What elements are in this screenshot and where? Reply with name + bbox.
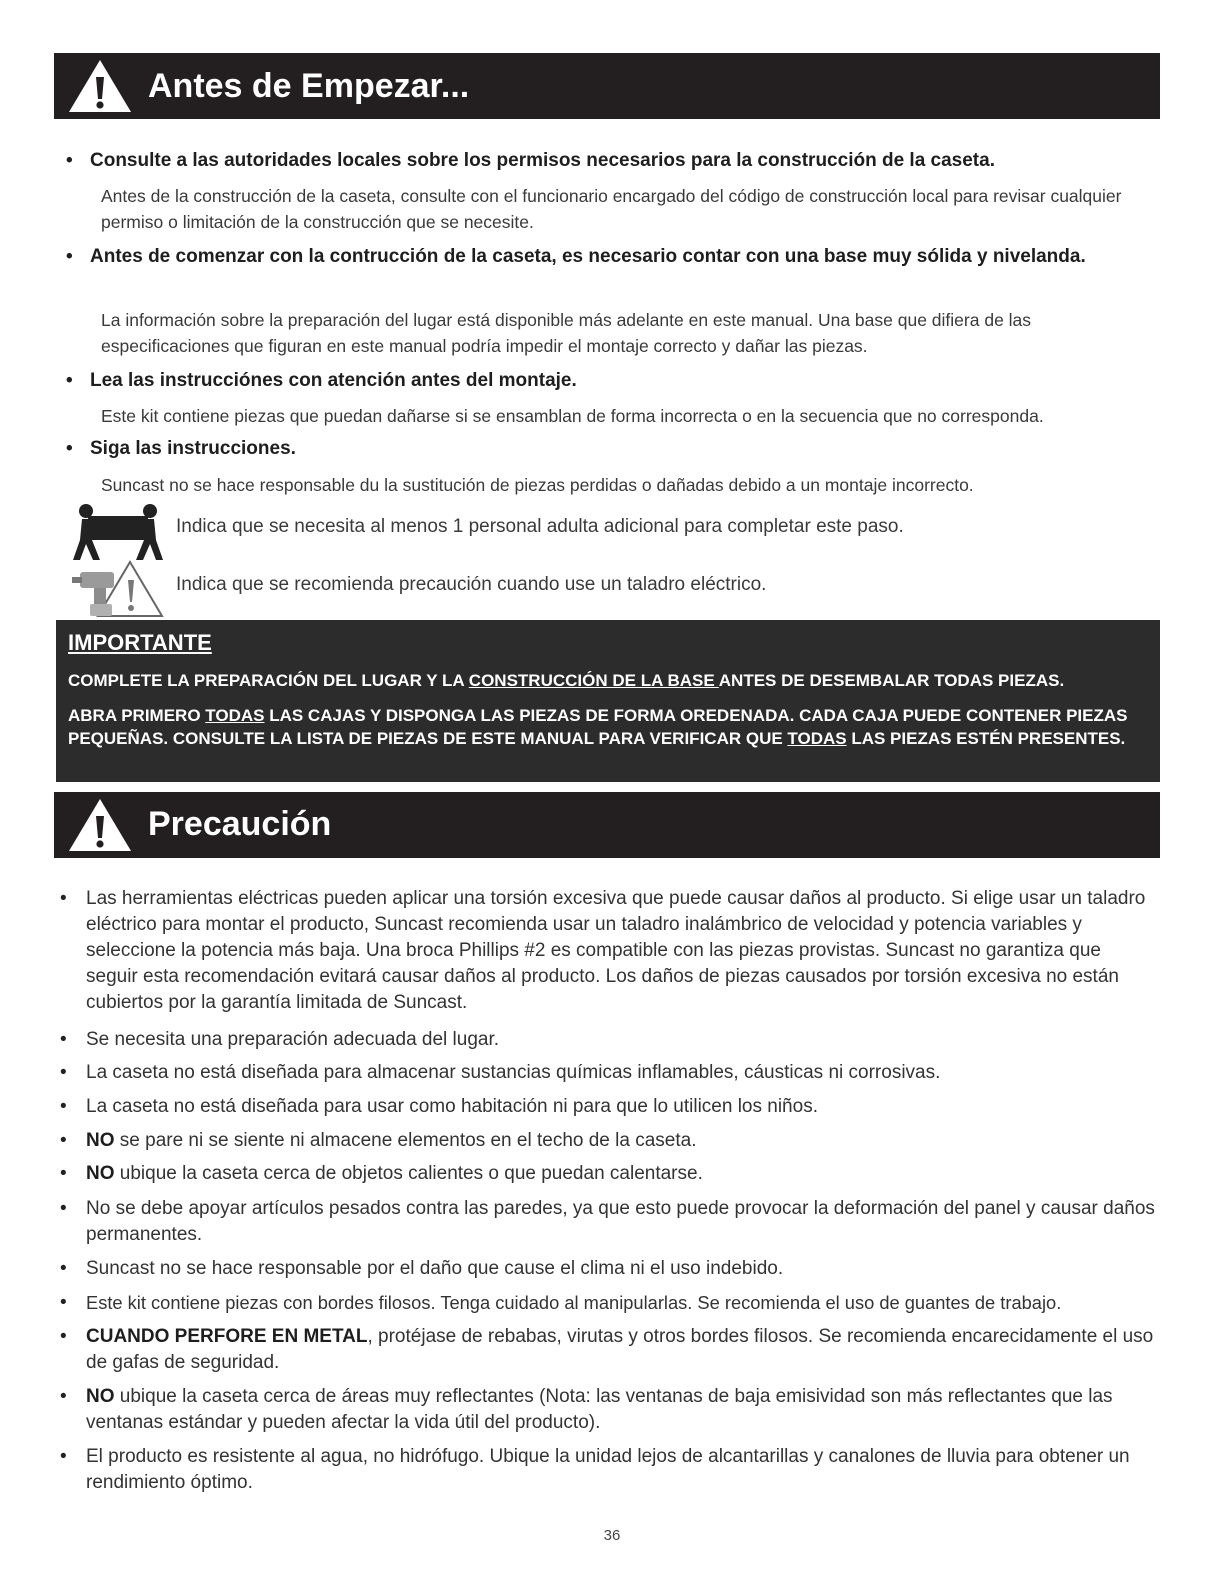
section-header-antes	[54, 53, 1160, 119]
section-title: Antes de Empezar...	[148, 67, 470, 105]
section-header-precaucion	[54, 792, 1160, 858]
important-title: IMPORTANTE	[68, 630, 212, 655]
caution-item: • No se debe apoyar artículos pesados contra las paredes, ya que esto puede provocar la deformación del panel y causar daños permanentes.	[60, 1198, 1155, 1245]
warning-triangle-icon	[66, 796, 134, 854]
caution-item: • Las herramientas eléctricas pueden aplicar una torsión excesiva que puede causar daños al producto. Si elige usar un taladro eléctrico para montar el producto, Suncast recomienda usar un taladro inalámbrico de velocidad y potencia variables y seleccione la potencia más baja. Una broca Phillips #2 es compatible con las piezas provistas. Suncast no garantiza que seguir esta recomendación evitará causar daños al producto. Los daños de piezas causados por torsión excesiva no están cubiertos por la garantía limitada de Suncast.	[60, 888, 1146, 1013]
item-heading: • Consulte a las autoridades locales sobre los permisos necesarios para la construcción de la caseta.	[66, 150, 995, 171]
item-heading: • Antes de comenzar con la contrucción de la caseta, es necesario contar con una base muy sólida y nivelanda.	[66, 246, 1086, 267]
item-body: Antes de la construcción de la caseta, consulte con el funcionario encargado del código de construcción local para revisar cualquier permiso o limitación de la construcción que se necesite.	[101, 186, 1122, 232]
caution-item: • La caseta no está diseñada para usar como habitación ni para que lo utilicen los niños.	[60, 1096, 818, 1117]
item-heading: • Siga las instrucciones.	[66, 438, 296, 459]
important-paragraph-1: COMPLETE LA PREPARACIÓN DEL LUGAR Y LA CONSTRUCCIÓN DE LA BASE ANTES DE DESEMBALAR TODAS PIEZAS.	[68, 671, 1065, 690]
caution-item: • El producto es resistente al agua, no hidrófugo. Ubique la unidad lejos de alcantarillas y canalones de lluvia para obtener un rendimiento óptimo.	[60, 1446, 1130, 1493]
caution-item: • Suncast no se hace responsable por el daño que cause el clima ni el uso indebido.	[60, 1258, 784, 1279]
caution-item: • La caseta no está diseñada para almacenar sustancias químicas inflamables, cáusticas ni corrosivas.	[60, 1062, 941, 1083]
important-notice	[56, 620, 1160, 782]
caution-item: • Este kit contiene piezas con bordes filosos. Tenga cuidado al manipularlas. Se recomienda el uso de guantes de trabajo.	[60, 1292, 1062, 1313]
caution-item: • NO se pare ni se siente ni almacene elementos en el techo de la caseta.	[60, 1130, 697, 1151]
item-body: La información sobre la preparación del lugar está disponible más adelante en este manual. Una base que difiera de las especificaciones que figuran en este manual podría impedir el montaje correcto y dañar las piezas.	[101, 310, 1032, 356]
caution-item: • NO ubique la caseta cerca de objetos calientes o que puedan calentarse.	[60, 1163, 703, 1184]
icon-note-text: Indica que se necesita al menos 1 personal adulta adicional para completar este paso.	[176, 516, 904, 537]
important-paragraph-2: ABRA PRIMERO TODAS LAS CAJAS Y DISPONGA LAS PIEZAS DE FORMA OREDENADA. CADA CAJA PUEDE CONTENER PIEZAS PEQUEÑAS. CONSULTE LA LISTA DE PIEZAS DE ESTE MANUAL PARA VERIFICAR QUE TODAS LAS PIEZAS ESTÉN PRESENTES.	[68, 706, 1128, 748]
caution-item: • NO ubique la caseta cerca de áreas muy reflectantes (Nota: las ventanas de baja emisividad son más reflectantes que las ventanas estándar y pueden afectar la vida útil del producto).	[60, 1386, 1113, 1433]
icon-note-text: Indica que se recomienda precaución cuando use un taladro eléctrico.	[176, 574, 767, 595]
section-title: Precaución	[148, 805, 332, 843]
warning-triangle-icon	[66, 57, 134, 115]
item-body: Suncast no se hace responsable du la sustitución de piezas perdidas o dañadas debido a un montaje incorrecto.	[101, 475, 974, 495]
item-heading: • Lea las instrucciónes con atención antes del montaje.	[66, 370, 577, 391]
power-drill-caution-icon	[70, 558, 166, 620]
page-number: 36	[603, 1527, 621, 1544]
caution-item: • CUANDO PERFORE EN METAL, protéjase de rebabas, virutas y otros bordes filosos. Se recomienda encarecidamente el uso de gafas de seguridad.	[60, 1326, 1154, 1373]
caution-item: • Se necesita una preparación adecuada del lugar.	[60, 1029, 500, 1050]
two-person-lift-icon	[70, 502, 166, 564]
item-body: Este kit contiene piezas que puedan dañarse si se ensamblan de forma incorrecta o en la secuencia que no corresponda.	[101, 406, 1044, 426]
